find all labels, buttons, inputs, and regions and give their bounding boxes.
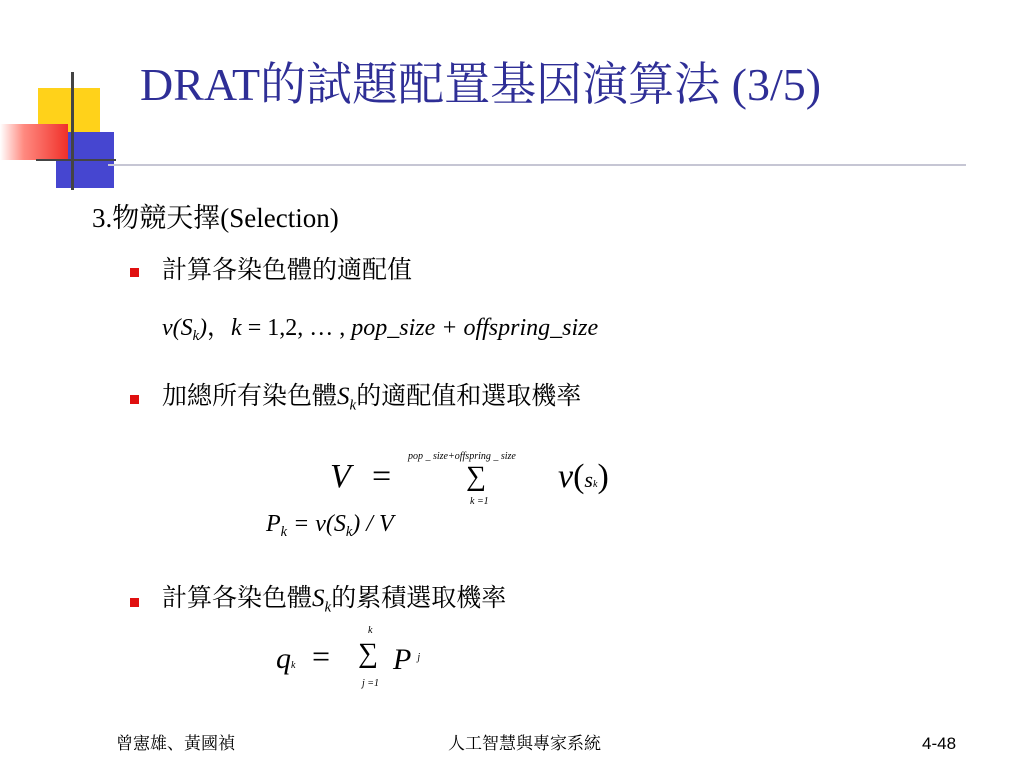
sum-term-v: v — [558, 458, 574, 495]
footer-course: 人工智慧與專家系統 — [448, 734, 601, 753]
bullet2-var: S — [337, 383, 350, 410]
prob-eq: = v(S — [287, 511, 346, 537]
cum-lower-limit — [362, 679, 379, 689]
logo-horizontal-line — [36, 159, 116, 161]
cum-lhs-q: q — [276, 642, 291, 675]
sum-term — [558, 460, 609, 494]
prob-rest: ) / V — [352, 511, 394, 537]
sum-lower-text: k =1 — [470, 496, 489, 507]
footer-page-number: 4-48 — [922, 734, 957, 753]
footer-authors: 曾憲雄、黃國禎 — [116, 734, 235, 753]
cum-term-p: P — [393, 643, 412, 676]
bullet-text-cumulative — [162, 586, 506, 615]
probability-formula — [266, 512, 394, 539]
sum-term-lparen: ( — [573, 458, 585, 495]
fitness-sub: k — [192, 328, 200, 345]
bullet2-sub: k — [349, 397, 357, 414]
prob-lhs: P — [266, 511, 281, 537]
bullet3-sub: k — [324, 599, 332, 616]
cum-eq: = — [312, 638, 331, 674]
bullet2-text-a: 加總所有染色體 — [162, 383, 338, 410]
logo-vertical-line — [71, 72, 74, 190]
sum-term-rparen: ) — [597, 458, 609, 495]
sum-upper-limit — [408, 452, 516, 462]
sum-lower-limit — [470, 497, 489, 507]
sum-term-sub: k — [592, 479, 598, 490]
bullet-text-probability — [162, 384, 581, 413]
bullet-text-fitness: 計算各染色體的適配值 — [162, 257, 413, 284]
cum-lhs — [276, 644, 295, 674]
fitness-sep: ， — [207, 315, 232, 341]
bullet3-text-a: 計算各染色體 — [162, 585, 313, 612]
prob-sub: k — [345, 524, 353, 541]
fitness-formula — [162, 316, 598, 343]
cum-upper-text: k — [368, 625, 373, 636]
sum-sigma: ∑ — [466, 461, 486, 492]
cum-sigma: ∑ — [358, 638, 378, 669]
section-heading: 3.物競天擇(Selection) — [92, 203, 339, 233]
sum-lhs-v: V — [330, 458, 351, 495]
cum-upper-limit — [368, 626, 372, 636]
logo-red-bar — [0, 124, 68, 160]
bullet-marker — [130, 598, 139, 607]
fitness-range: = 1,2, … , — [241, 315, 352, 341]
sum-lhs — [330, 460, 351, 494]
cum-lower-text: j =1 — [362, 678, 380, 689]
bullet3-var: S — [312, 585, 325, 612]
bullet-marker — [130, 268, 139, 277]
slide-title: DRAT的試題配置基因演算法 (3/5) — [140, 59, 822, 110]
cum-term-sub: j — [417, 652, 421, 663]
bullet2-text-b: 的適配值和選取機率 — [356, 383, 582, 410]
fitness-suffix: ) — [199, 315, 208, 341]
bullet3-text-b: 的累積選取機率 — [331, 585, 507, 612]
cum-term — [393, 645, 420, 675]
fitness-k: k — [231, 315, 242, 341]
sum-term-s: s — [584, 467, 593, 492]
cum-lhs-sub: k — [291, 660, 296, 671]
fitness-upper: pop_size + offspring_size — [351, 315, 599, 341]
sum-upper-text: pop _ size+offspring _ size — [408, 451, 516, 462]
prob-lhs-sub: k — [280, 524, 288, 541]
title-divider — [108, 164, 966, 166]
fitness-prefix: v(S — [162, 315, 193, 341]
sum-eq: = — [372, 458, 392, 495]
bullet-marker — [130, 395, 139, 404]
